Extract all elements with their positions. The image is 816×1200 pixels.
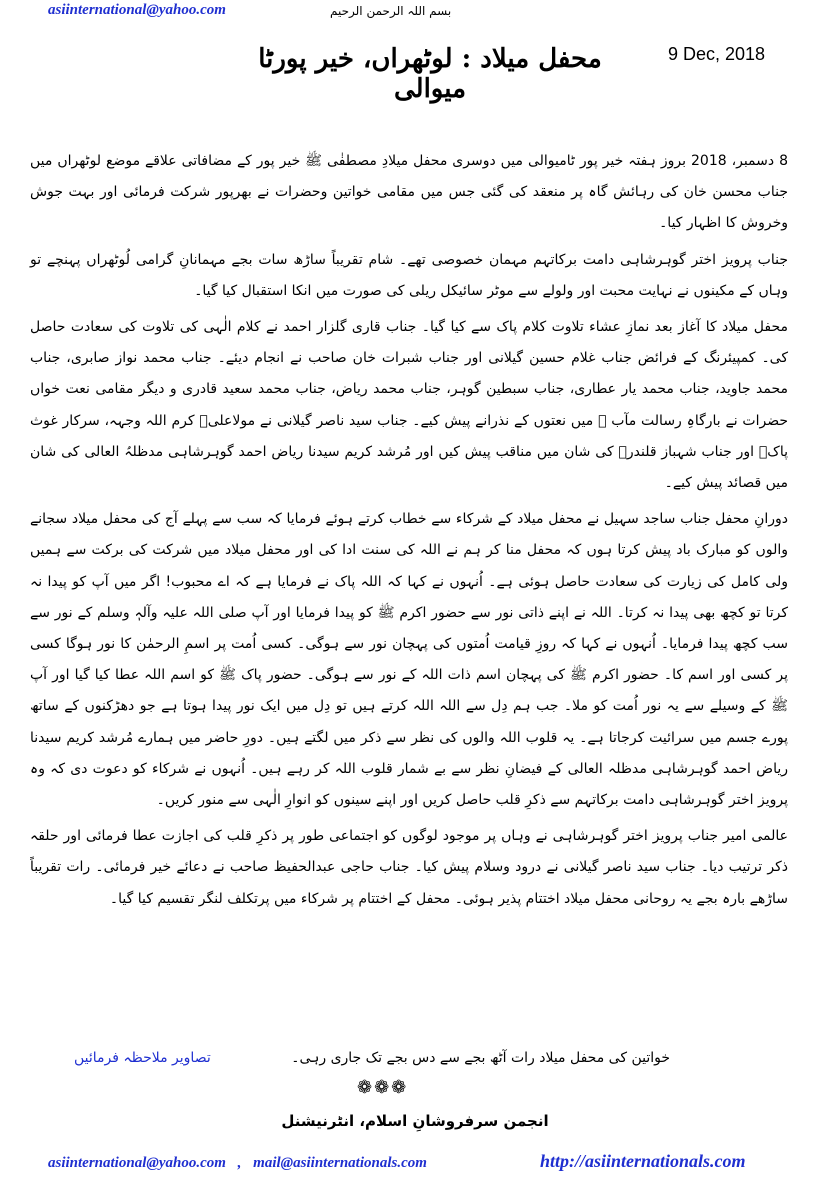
header-email[interactable] bbox=[48, 2, 226, 19]
bismillah: بسم اللہ الرحمن الرحیم bbox=[330, 4, 452, 18]
closing-note: خواتین کی محفل میلاد رات آٹھ بجے سے دس بجے تک جاری رہی۔ bbox=[291, 1050, 670, 1066]
paragraph: جناب پرویز اختر گوہرشاہی دامت برکاتہم مہمان خصوصی تھے۔ شام تقریباً ساڑھ سات بجے مہمانانِ گرامی لُوٹھراں پہنچے تو وہاں کے مکینوں نے نہایت محبت اور ولولے سے موٹر سائیکل ریلی کی صورت میں انکا استقبال کیا گیا۔ bbox=[30, 251, 788, 299]
footer-separator: , bbox=[237, 1155, 242, 1171]
article-date: 9 Dec, 2018 bbox=[668, 44, 766, 64]
footer-emails bbox=[48, 1155, 427, 1172]
article-body bbox=[30, 146, 788, 920]
page-title: محفل میلاد : لوٹھراں، خیر پورٹا میوالی bbox=[258, 44, 602, 104]
photos-link[interactable]: تصاویر ملاحظہ فرمائیں bbox=[74, 1050, 211, 1066]
header-email-link[interactable]: asiinternational@yahoo.com bbox=[48, 2, 226, 18]
footer-email-link-2[interactable]: mail@asiinternationals.com bbox=[253, 1155, 427, 1171]
website-link[interactable]: http://asiinternationals.com bbox=[540, 1151, 746, 1171]
paragraph: محفل میلاد کا آغاز بعد نمازِ عشاء تلاوت کلام پاک سے کیا گیا۔ جناب قاری گلزار احمد نے کلام الٰہی کی تلاوت کی سعادت حاصل کی۔ کمپیئرنگ کے فرائض جناب غلام حسین گیلانی اور جناب شبرات خان صاحب نے انجام دیئے۔ جناب محمد نواز صابری، جناب محمد جاوید، جناب محمد یار عطاری، جناب سبطین گوہر، جناب محمد ریاض، جناب محمد سعید قادری و دیگر مقامی نعت خواں حضرات نے بارگاہِ رسالت مآب ﷺ میں نعتوں کے نذرانے پیش کیے۔ جناب سید ناصر گیلانی نے مولاعلیؑ کرم اللہ وجہہ، سرکار غوث پاکؓ اور جناب شہباز قلندرؒ کی شان میں مناقب پیش کیں اور مُرشد کریم سیدنا ریاض احمد گوہرشاہی مدظلہُ العالی کی شان میں قصائد پیش کیے۔ bbox=[30, 319, 789, 492]
paragraph: عالمی امیر جناب پرویز اختر گوہرشاہی نے وہاں پر موجود لوگوں کو اجتماعی طور پر ذکرِ قلب کی اجازت عطا فرمائی اور حلقہ ذکر ترتیب دیا۔ جناب سید ناصر گیلانی نے درود وسلام پیش کیا۔ جناب حاجی عبدالحفیظ صاحب نے دعائے خیر فرمائی۔ رات تقریباً ساڑھے بارہ بجے یہ روحانی محفل میلاد اختتام پذیر ہوئی۔ محفل کے اختتام پر شرکاء میں پرتکلف لنگر تقسیم کیا گیا۔ bbox=[30, 828, 788, 907]
paragraph: دورانِ محفل جناب ساجد سہیل نے محفل میلاد کے شرکاء سے خطاب کرتے ہوئے فرمایا کہ سب سے پہلے آج کی محفل میلاد سجانے والوں کو مبارک باد پیش کرتا ہوں کہ محفل منا کر ہم نے اللہ کی سنت ادا کی اور محفل میلاد میں شرکت کی برکت سے ہمیں ولی کامل کی زیارت کی سعادت حاصل ہوئی ہے۔ اُنہوں نے کہا کہ اللہ پاک نے فرمایا ہے کہ اے محبوب! اگر میں آپ کو پیدا نہ کرتا تو کچھ بھی پیدا نہ کرتا۔ اللہ نے اپنے ذاتی نور سے حضور اکرم ﷺ کو پیدا فرمایا اور آپ صلی اللہ علیہ وآلہٖ وسلم کے نور سے سب کچھ پیدا فرمایا۔ اُنہوں نے کہا کہ روزِ قیامت اُمتوں کی پہچان نور سے ہوگی۔ کسی اُمت پر اسمِ الرحمٰن کا نور ہوگا کسی پر کسی اور اسم کا۔ حضور اکرم ﷺ کی پہچان اسم ذات اللہ کے نور سے ہوگی۔ حضور پاک ﷺ کو اسم اللہ عطا کیا گیا اور آپ ﷺ کے وسیلے سے یہ نور اُمت کو ملا۔ جب ہم دِل سے اللہ اللہ کرتے ہیں تو دِل میں ایک نور پیدا ہوتا ہے جو دھڑکنوں کے ساتھ پورے جسم میں سرائیت کرجاتا ہے۔ یہ قلوب اللہ والوں کی نظر سے ذکر میں لگتے ہیں۔ دورِ حاضر میں ہمارے مُرشد کریم سیدنا ریاض احمد گوہرشاہی مدظلہ العالی کے فیضانِ نظر سے بے شمار قلوب اللہ کر رہے ہیں۔ اُنہوں نے شرکاء کو دعوت دی کہ وہ پرویز اختر گوہرشاہی دامت برکاتہم سے ذکرِ قلب حاصل کریں اور اپنے سینوں کو انوارِ الٰہی سے منور کریں۔ bbox=[30, 511, 788, 809]
paragraph: 8 دسمبر، 2018 بروز ہفتہ خیر پور ٹامیوالی میں دوسری محفل میلادِ مصطفٰی ﷺ خیر پور کے مضافاتی علاقے موضع لوٹھراں میں جناب محسن خان کی رہائش گاہ پر منعقد کی گئی جس میں مقامی خواتین وحضرات نے بھرپور شرکت فرمائی اور بہت جوش وخروش کا اظہار کیا۔ bbox=[30, 153, 788, 232]
footer-url[interactable] bbox=[540, 1151, 746, 1172]
footer-email-link[interactable]: asiinternational@yahoo.com bbox=[48, 1155, 226, 1171]
ornament-icons: ❁❁❁ bbox=[357, 1077, 409, 1098]
organization-name: انجمن سرفروشانِ اسلام، انٹرنیشنل bbox=[281, 1112, 549, 1130]
